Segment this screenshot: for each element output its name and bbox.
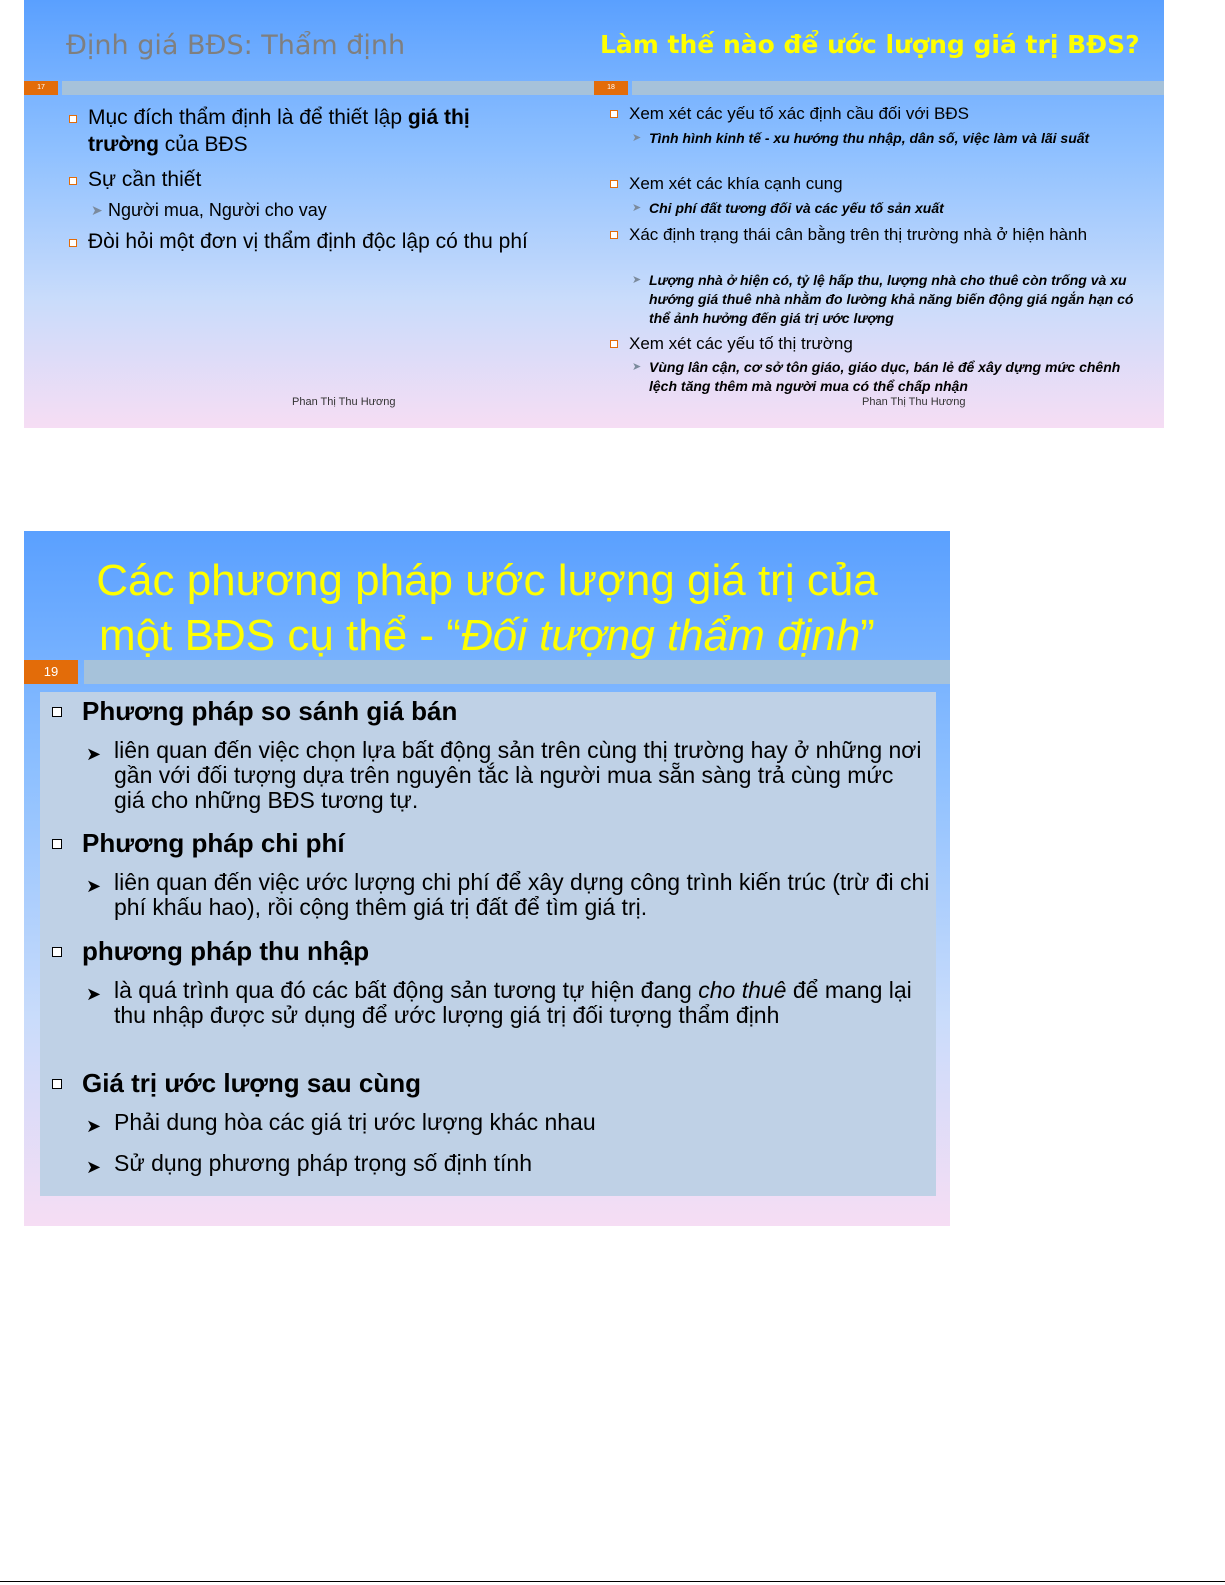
- slide-18-bullet-1: Xem xét các yếu tố xác định cầu đối với BĐS: [629, 104, 969, 123]
- slide-18-bullet-4: Xem xét các yếu tố thị trường: [629, 334, 853, 353]
- slide-17-bullet-3: Đòi hỏi một đơn vị thẩm định độc lập có thu phí: [88, 230, 528, 253]
- method-4-title: Giá trị ước lượng sau cùng: [82, 1068, 422, 1098]
- method-4-desc-1: Phải dung hòa các giá trị ước lượng khác nhau: [114, 1109, 596, 1135]
- slide-18-title: Làm thế nào để ước lượng giá trị BĐS?: [600, 30, 1140, 59]
- slide-18-bullet-2-sub: Chi phí đất tương đối và các yếu tố sản xuất: [649, 200, 944, 216]
- slide-17-footer: Phan Thị Thu Hương: [292, 396, 396, 408]
- bullet-icon: [52, 707, 62, 717]
- method-1-desc: liên quan đến việc chọn lựa bất động sản trên cùng thị trường hay ở những nơi gần với đối tượng dựa trên nguyên tắc là người mua sẵn sàng trả cùng mức giá cho những BĐS tương tự.: [114, 737, 922, 813]
- slide-19-title-line-1: Các phương pháp ước lượng giá trị của: [96, 556, 878, 605]
- slide-17-bullet-2: Sự cần thiết: [88, 168, 202, 191]
- bullet-icon: [52, 947, 62, 957]
- slide-18-title-bar: [632, 81, 1164, 95]
- bullet-icon: [610, 180, 618, 188]
- slide-19-number: 19: [24, 660, 78, 684]
- method-2-desc: liên quan đến việc ước lượng chi phí để xây dựng công trình kiến trúc (trừ đi chi phí khấu hao), rồi cộng thêm giá trị đất để tìm giá trị.: [114, 869, 930, 920]
- arrow-icon: ➤: [86, 1116, 102, 1136]
- method-3-title: phương pháp thu nhập: [82, 936, 370, 966]
- slide-18-footer: Phan Thị Thu Hương: [862, 396, 966, 408]
- slide-17-bullet-2-sub: Người mua, Người cho vay: [108, 200, 327, 220]
- arrow-icon: ➤: [632, 132, 642, 144]
- slide-19-title-line-2: một BĐS cụ thể - “Đối tượng thẩm định”: [99, 611, 875, 660]
- bullet-icon: [610, 110, 618, 118]
- slide-18-bullet-2: Xem xét các khía cạnh cung: [629, 174, 843, 193]
- arrow-icon: ➤: [86, 744, 102, 764]
- method-1-title: Phương pháp so sánh giá bán: [82, 696, 458, 726]
- bullet-icon: [69, 115, 77, 123]
- slide-18-bullet-4-sub: Vùng lân cận, cơ sở tôn giáo, giáo dục, bán lẻ để xây dựng mức chênh lệch tăng thêm mà người mua có thể chấp nhận: [649, 359, 1121, 394]
- arrow-icon: ➤: [86, 1157, 102, 1177]
- arrow-icon: ➤: [632, 274, 642, 286]
- arrow-icon: ➤: [86, 876, 102, 896]
- bullet-icon: [610, 340, 618, 348]
- slide-17-title-bar: [62, 81, 594, 95]
- method-4-desc-2: Sử dụng phương pháp trọng số định tính: [114, 1150, 533, 1176]
- slide-19: [24, 531, 950, 1226]
- slide-18-bullet-3-sub: Lượng nhà ở hiện có, tỷ lệ hấp thu, lượng nhà cho thuê còn trống và xu hướng giá thuê nhà nhằm đo lường khả năng biến động giá ngắn hạn có thể ảnh hưởng đến giá trị ước lượng: [649, 272, 1134, 326]
- slide-17-bullet-1: Mục đích thẩm định là để thiết lập giá thị trường của BĐS: [88, 106, 470, 156]
- slide-18-bullet-3: Xác định trạng thái cân bằng trên thị trường nhà ở hiện hành: [629, 225, 1088, 244]
- slide-19-content-box: [40, 692, 936, 1196]
- slide-18-number: 18: [594, 81, 628, 95]
- slide-19-title: [24, 553, 950, 663]
- slide-17-number: 17: [24, 81, 58, 95]
- bullet-icon: [610, 231, 618, 239]
- method-2-title: Phương pháp chi phí: [82, 828, 345, 858]
- bullet-icon: [69, 177, 77, 185]
- bullet-icon: [52, 1079, 62, 1089]
- arrow-icon: ➤: [86, 984, 102, 1004]
- arrow-icon: ➤: [91, 202, 103, 218]
- slide-19-title-bar: [84, 660, 950, 684]
- method-3-desc: là quá trình qua đó các bất động sản tương tự hiện đang cho thuê để mang lại thu nhập được sử dụng để ước lượng giá trị đối tượng thẩm định: [114, 977, 912, 1028]
- page-bottom-rule: [0, 1581, 1225, 1582]
- bullet-icon: [69, 239, 77, 247]
- slide-17-title: Định giá BĐS: Thẩm định: [66, 30, 406, 61]
- slide-18-bullet-1-sub: Tình hình kinh tế - xu hướng thu nhập, dân số, việc làm và lãi suất: [649, 130, 1090, 146]
- slide-18: [594, 0, 1164, 428]
- bullet-icon: [52, 839, 62, 849]
- arrow-icon: ➤: [632, 361, 642, 373]
- slide-17: [24, 0, 594, 428]
- arrow-icon: ➤: [632, 202, 642, 214]
